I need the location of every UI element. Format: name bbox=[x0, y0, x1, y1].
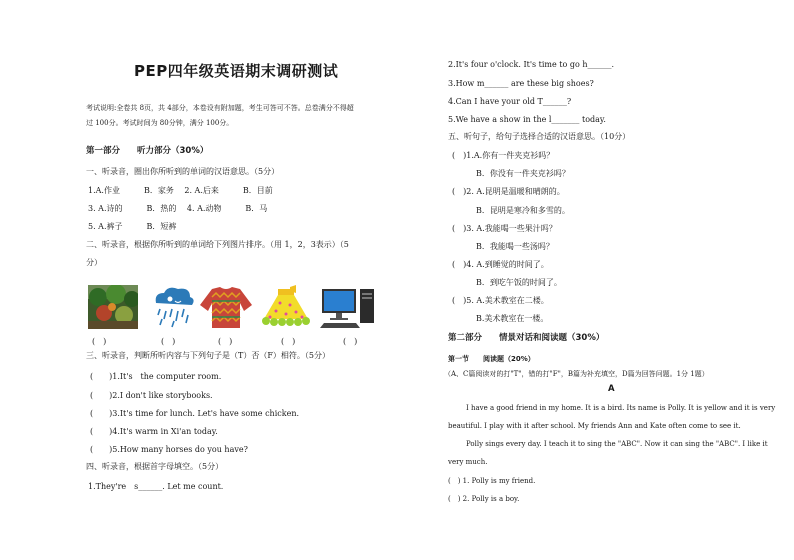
q5-item-2b: B．昆明是寒冷和多雪的。 bbox=[452, 206, 570, 215]
passage-label: A bbox=[608, 384, 615, 394]
garden-photo bbox=[88, 285, 138, 329]
rain-cloud-picture bbox=[150, 285, 196, 329]
exam-instructions-line-1: 考试说明:全卷共 8页，共 4部分，本卷设有附加题，考生可答可不答。总卷满分不得超 bbox=[86, 104, 354, 112]
passage-line-3: Polly sings every day. I teach it to sing the "ABC". Now it can sing the "ABC". I like it bbox=[466, 440, 768, 448]
part2-heading: 第二部分 情景对话和阅读题（30%） bbox=[448, 333, 605, 343]
q5-heading: 五、听句子，给句子选择合适的汉语意思。（10分） bbox=[448, 132, 631, 141]
skirt-picture bbox=[256, 285, 316, 329]
passage-line-4: very much. bbox=[448, 458, 488, 466]
q3-heading: 三、听录音，判断所听内容与下列句子是（T）否（F）相符。（5分） bbox=[86, 351, 330, 360]
q5-item-4b: B．到吃午饭的时间了。 bbox=[452, 278, 562, 287]
section1-note: （A、C篇阅读对的打"T"，错的打"F"，B篇为补充填空，D篇为回答问题。1分 1题） bbox=[444, 370, 709, 378]
q5-item-2a: ( )2. A.昆明是温暖和晴朗的。 bbox=[452, 187, 565, 196]
q4-item-5: 5.We have a show in the l_______ today. bbox=[448, 115, 606, 124]
page-title: PEP四年级英语期末调研测试 bbox=[134, 62, 339, 80]
q5-item-3a: ( )3. A.我能喝一些果汁吗？ bbox=[452, 224, 557, 233]
pic-bracket-4: ( ) bbox=[281, 337, 296, 346]
q2-heading-line-2: 分） bbox=[86, 258, 102, 267]
q4-item-4: 4.Can I have your old T______? bbox=[448, 97, 572, 106]
q5-item-5b: B.美术教室在一楼。 bbox=[452, 314, 549, 323]
q1-row-3: 5. A.裤子 B．短裤 bbox=[88, 222, 177, 231]
q3-item-5: ( )5.How many horses do you have? bbox=[90, 445, 248, 454]
passage-line-1: I have a good friend in my home. It is a bird. Its name is Polly. It is yellow and it is very bbox=[466, 404, 776, 412]
sweater-picture bbox=[198, 285, 254, 329]
q5-item-5a: ( )5. A.美术教室在二楼。 bbox=[452, 296, 549, 305]
q5-item-4a: ( )4. A.到睡觉的时间了。 bbox=[452, 260, 549, 269]
pic-bracket-1: ( ) bbox=[92, 337, 107, 346]
q1-row-2: 3. A.诗的 B．热的 4. A.动物 B．马 bbox=[88, 204, 268, 213]
pic-bracket-5: ( ) bbox=[343, 337, 358, 346]
passage-line-2: beautiful. I play with it after school. My friends Ann and Kate often come to see it. bbox=[448, 422, 741, 430]
q4-item-1: 1.They're s______. Let me count. bbox=[88, 482, 224, 491]
q1-heading: 一、听录音，圈出你所听到的单词的汉语意思。（5分） bbox=[86, 167, 280, 176]
q4-item-3: 3.How m______ are these big shoes? bbox=[448, 79, 594, 88]
computer-picture bbox=[320, 285, 376, 329]
q3-item-1: ( )1.It's the computer room. bbox=[90, 372, 222, 381]
q3-item-2: ( )2.I don't like storybooks. bbox=[90, 391, 213, 400]
q1-row-1: 1.A.作业 B．家务 2. A.后来 B．目前 bbox=[88, 186, 273, 195]
exam-instructions-line-2: 过 100分。考试时间为 80分钟，满分 100分。 bbox=[86, 119, 234, 127]
pic-bracket-2: ( ) bbox=[161, 337, 176, 346]
q5-item-3b: B．我能喝一些汤吗？ bbox=[452, 242, 554, 251]
q4-heading: 四、听录音，根据首字母填空。（5分） bbox=[86, 462, 224, 471]
answer-1: ( ) 1. Polly is my friend. bbox=[448, 477, 536, 485]
q3-item-4: ( )4.It's warm in Xi'an today. bbox=[90, 427, 218, 436]
q4-item-2: 2.It's four o'clock. It's time to go h______. bbox=[448, 60, 615, 69]
q3-item-3: ( )3.It's time for lunch. Let's have some chicken. bbox=[90, 409, 300, 418]
section1-heading: 第一节 阅读题（20%） bbox=[448, 355, 535, 363]
q5-item-1b: B．你没有一件夹克衫吗？ bbox=[452, 169, 570, 178]
q5-item-1a: ( )1.A.你有一件夹克衫吗？ bbox=[452, 151, 555, 160]
part1-heading: 第一部分 听力部分（30%） bbox=[86, 146, 209, 156]
answer-2: ( ) 2. Polly is a boy. bbox=[448, 495, 520, 503]
q2-heading-line-1: 二、听录音，根据你所听到的单词给下列图片排序。（用 1，2，3表示）（5 bbox=[86, 240, 349, 249]
pic-bracket-3: ( ) bbox=[218, 337, 233, 346]
